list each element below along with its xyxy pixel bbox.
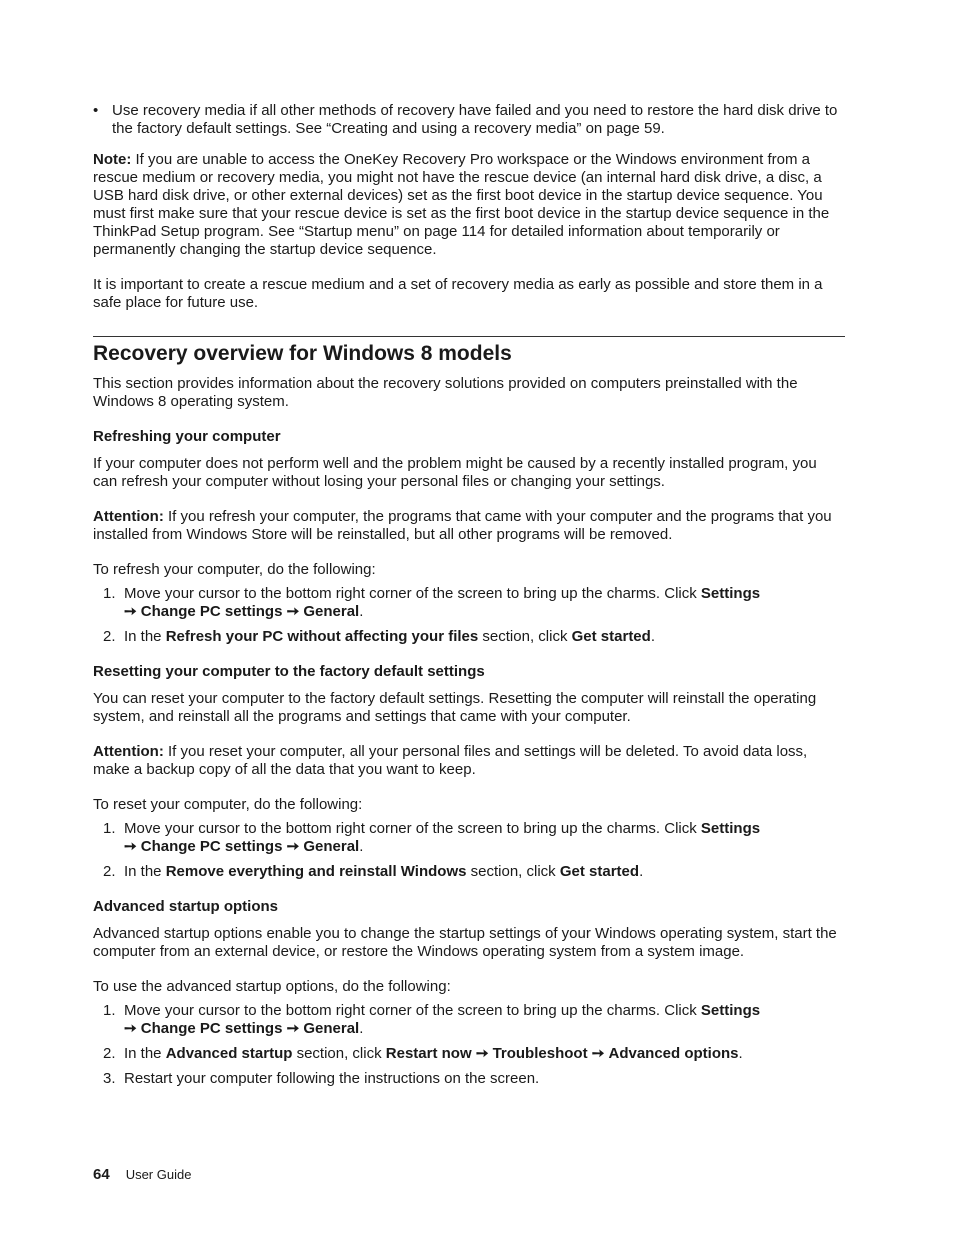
- list-item: [93, 863, 845, 881]
- advanced-paragraph: Advanced startup options enable you to change the startup settings of your Windows operating system, start the computer from an external device, or restore the Windows operating system from a system image.: [93, 925, 837, 960]
- step-bold: Advanced options: [608, 1045, 739, 1062]
- attention-text: If you refresh your computer, the programs that came with your computer and the programs that you installed from Windows Store will be reinstalled, but all other programs will be removed.: [93, 508, 832, 543]
- step-text: section, click: [478, 628, 572, 645]
- list-item: [93, 1045, 845, 1063]
- step-text: Restart your computer following the instructions on the screen.: [124, 1070, 540, 1087]
- section-title: Recovery overview for Windows 8 models: [93, 342, 512, 365]
- arrow-icon: ➙: [286, 838, 300, 855]
- step-text: Move your cursor to the bottom right corner of the screen to bring up the charms. Click: [124, 1002, 701, 1019]
- step-bold: Restart now: [385, 1045, 472, 1062]
- step-number: 3.: [103, 1070, 116, 1087]
- advanced-instructions: To use the advanced startup options, do the following:: [93, 978, 451, 995]
- arrow-icon: ➙: [591, 1045, 605, 1062]
- step-number: 1.: [103, 585, 116, 602]
- arrow-icon: ➙: [475, 1045, 489, 1062]
- bullet-text: Use recovery media if all other methods of recovery have failed and you need to restore the hard disk drive to the factory default settings. See “Creating and using a recovery media” on page 59.: [112, 102, 838, 137]
- arrow-icon: ➙: [286, 603, 300, 620]
- advanced-heading: Advanced startup options: [93, 898, 279, 915]
- step-text: section, click: [466, 863, 560, 880]
- step-bold: Settings: [700, 585, 761, 602]
- attention-label: Attention:: [93, 743, 164, 760]
- reset-steps: [93, 820, 845, 881]
- reset-instructions: To reset your computer, do the following:: [93, 796, 363, 813]
- bullet-icon: •: [93, 102, 99, 119]
- step-bold: Get started: [559, 863, 640, 880]
- step-text: In the: [124, 1045, 166, 1062]
- arrow-icon: ➙: [124, 838, 137, 855]
- step-number: 1.: [103, 1002, 116, 1019]
- advanced-steps: [93, 1002, 845, 1088]
- reset-heading: Resetting your computer to the factory default settings: [93, 663, 485, 680]
- section-intro: This section provides information about the recovery solutions provided on computers preinstalled with the Windows 8 operating system.: [93, 375, 798, 410]
- step-number: 2.: [103, 863, 116, 880]
- period: .: [650, 628, 655, 645]
- step-bold: General: [303, 1020, 360, 1037]
- list-item: [93, 102, 845, 138]
- step-bold: Refresh your PC without affecting your files: [165, 628, 479, 645]
- step-bold: Troubleshoot: [492, 1045, 588, 1062]
- step-bold: Settings: [700, 1002, 761, 1019]
- step-bold: Change PC settings: [140, 1020, 283, 1037]
- attention-label: Attention:: [93, 508, 164, 525]
- page-content: [93, 102, 845, 1095]
- step-bold: General: [303, 838, 360, 855]
- step-text: In the: [124, 628, 166, 645]
- important-paragraph: It is important to create a rescue medium and a set of recovery media as early as possible and store them in a safe place for future use.: [93, 276, 823, 311]
- list-item: [93, 628, 845, 646]
- section-divider: [93, 336, 845, 337]
- arrow-icon: ➙: [124, 603, 137, 620]
- step-number: 2.: [103, 628, 116, 645]
- step-bold: Settings: [700, 820, 761, 837]
- step-bold: Change PC settings: [140, 838, 283, 855]
- page-number: 64: [93, 1166, 110, 1183]
- list-item: [93, 585, 845, 621]
- period: .: [639, 863, 644, 880]
- step-bold: Advanced startup: [165, 1045, 293, 1062]
- refresh-steps: [93, 585, 845, 646]
- attention-text: If you reset your computer, all your personal files and settings will be deleted. To avoid data loss, make a backup copy of all the data that you want to keep.: [93, 743, 808, 778]
- list-item: [93, 1002, 845, 1038]
- refresh-attention: [93, 508, 845, 544]
- list-item: [93, 1070, 845, 1088]
- refresh-paragraph: If your computer does not perform well and the problem might be caused by a recently installed program, you can refresh your computer without losing your personal files or changing your settings.: [93, 455, 817, 490]
- period: .: [359, 838, 364, 855]
- period: .: [359, 1020, 364, 1037]
- period: .: [359, 603, 364, 620]
- step-bold: General: [303, 603, 360, 620]
- note-label: Note:: [93, 151, 132, 168]
- refresh-instructions: To refresh your computer, do the following:: [93, 561, 376, 578]
- reset-attention: [93, 743, 845, 779]
- page-footer: [93, 1166, 191, 1184]
- period: .: [738, 1045, 743, 1062]
- step-text: section, click: [292, 1045, 386, 1062]
- refresh-heading: Refreshing your computer: [93, 428, 281, 445]
- step-number: 2.: [103, 1045, 116, 1062]
- step-number: 1.: [103, 820, 116, 837]
- step-bold: Get started: [571, 628, 651, 645]
- note-paragraph: [93, 151, 845, 259]
- footer-doc-title: User Guide: [125, 1167, 192, 1182]
- step-text: Move your cursor to the bottom right corner of the screen to bring up the charms. Click: [124, 585, 701, 602]
- step-bold: Change PC settings: [140, 603, 283, 620]
- list-item: [93, 820, 845, 856]
- arrow-icon: ➙: [124, 1020, 137, 1037]
- step-bold: Remove everything and reinstall Windows: [165, 863, 467, 880]
- note-text: If you are unable to access the OneKey Recovery Pro workspace or the Windows environment from a rescue medium or recovery media, you might not have the rescue device (an internal hard disk drive, a disc, a USB hard disk drive, or other external devices) set as the first boot device in the startup device sequence. You must first make sure that your rescue device is set as the first boot device in the startup device sequence in the ThinkPad Setup program. See “Startup menu” on page 114 for detailed information about temporarily or permanently changing the startup device sequence.: [93, 151, 830, 258]
- step-text: In the: [124, 863, 166, 880]
- reset-paragraph: You can reset your computer to the factory default settings. Resetting the computer will reinstall the operating system, and reinstall all the programs and settings that came with your computer.: [93, 690, 817, 725]
- arrow-icon: ➙: [286, 1020, 300, 1037]
- step-text: Move your cursor to the bottom right corner of the screen to bring up the charms. Click: [124, 820, 701, 837]
